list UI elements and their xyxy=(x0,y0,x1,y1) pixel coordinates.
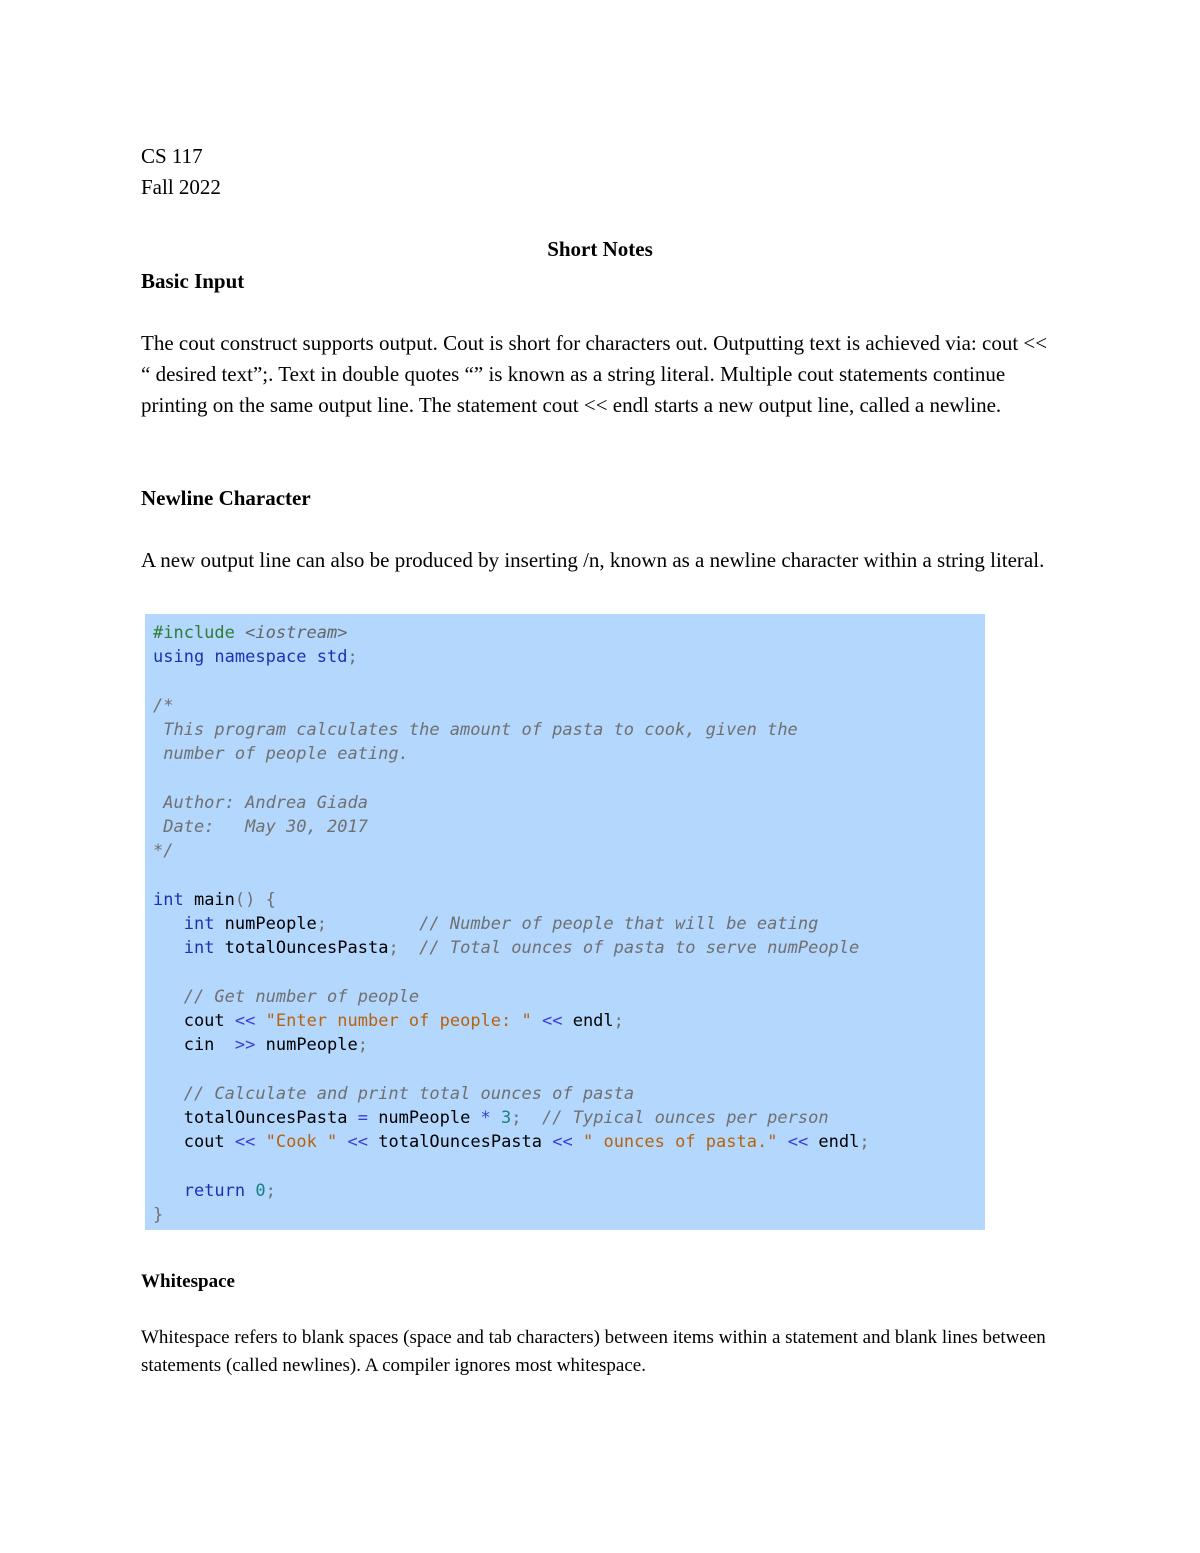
code-token: << xyxy=(234,1011,256,1031)
code-token: << xyxy=(234,1132,256,1153)
code-token: endl xyxy=(562,1011,614,1031)
term: Fall 2022 xyxy=(141,175,221,199)
code-token: int xyxy=(183,914,225,934)
code-token: return xyxy=(183,1180,256,1201)
code-token: Author: Andrea Giada xyxy=(153,792,368,813)
code-token: totalOuncesPasta xyxy=(153,1108,358,1128)
code-line xyxy=(153,1058,985,1082)
code-token: main xyxy=(193,889,235,910)
code-token: Date: May 30, 2017 xyxy=(153,817,368,837)
code-token: <iostream> xyxy=(245,623,348,643)
code-token: 3 xyxy=(501,1108,512,1128)
heading-basic-input: Basic Input xyxy=(141,269,245,293)
code-token: numPeople xyxy=(367,1108,481,1128)
code-token: ; xyxy=(265,1180,276,1201)
code-token xyxy=(153,987,184,1007)
code-token: endl xyxy=(808,1132,860,1153)
code-token xyxy=(337,1132,347,1152)
code-line xyxy=(153,1179,985,1203)
code-token: totalOuncesPasta xyxy=(224,938,389,959)
code-token: totalOuncesPasta xyxy=(368,1132,553,1153)
paragraph-whitespace: Whitespace refers to blank spaces (space and tab characters) between items within a statement and blank lines between statements (called newlines). A compiler ignores most whitespace. xyxy=(141,1327,1046,1376)
code-line xyxy=(153,1130,985,1154)
code-token xyxy=(777,1132,787,1152)
code-line xyxy=(153,815,985,839)
code-token: This program calculates the amount of pasta to cook, given the xyxy=(153,720,798,740)
code-token: numPeople xyxy=(224,914,317,934)
code-line xyxy=(153,961,985,985)
code-line xyxy=(153,985,985,1009)
code-line xyxy=(153,742,985,766)
code-token: // Total ounces of pasta to serve numPeople xyxy=(419,938,860,959)
code-line xyxy=(153,912,985,936)
code-line xyxy=(153,645,985,669)
code-token: << xyxy=(787,1132,809,1153)
code-line xyxy=(153,621,985,645)
code-token: ; xyxy=(859,1132,870,1153)
code-token: () { xyxy=(234,889,276,910)
code-token: ; xyxy=(511,1108,543,1128)
code-listing xyxy=(153,621,985,1227)
code-token: ; xyxy=(388,938,420,959)
code-line xyxy=(153,670,985,694)
code-line xyxy=(153,1155,985,1179)
code-line xyxy=(153,1009,985,1033)
code-token: ; xyxy=(613,1011,624,1031)
code-token xyxy=(153,914,184,934)
code-token: ; xyxy=(316,914,420,934)
code-token: numPeople xyxy=(255,1035,358,1056)
code-token xyxy=(153,1181,184,1201)
code-token: << xyxy=(347,1132,369,1153)
code-token: ; xyxy=(347,647,358,668)
code-token: ; xyxy=(357,1035,368,1056)
code-line xyxy=(153,1106,985,1130)
code-token xyxy=(491,1108,501,1128)
code-line xyxy=(153,1033,985,1057)
paragraph-newline-character: A new output line can also be produced by inserting /n, known as a newline character within a string literal. xyxy=(141,548,1045,572)
code-token xyxy=(255,1011,265,1031)
code-token xyxy=(153,1084,184,1104)
code-token: " ounces of pasta." xyxy=(582,1132,778,1153)
code-token: // Get number of people xyxy=(183,986,420,1007)
code-token: >> xyxy=(234,1035,256,1056)
code-token: int xyxy=(153,889,194,910)
course-code: CS 117 xyxy=(141,144,203,168)
code-token xyxy=(255,1132,265,1152)
code-token: "Cook " xyxy=(265,1132,338,1153)
heading-whitespace: Whitespace xyxy=(141,1271,235,1292)
code-line xyxy=(153,1082,985,1106)
code-token: } xyxy=(153,1205,164,1225)
code-token: /* xyxy=(153,695,174,716)
code-token xyxy=(573,1132,583,1152)
code-line xyxy=(153,1203,985,1227)
code-token: cin xyxy=(153,1035,235,1056)
code-token: using namespace xyxy=(153,647,317,668)
code-token: std xyxy=(316,647,348,668)
document-title: Short Notes xyxy=(547,237,653,261)
code-token: = xyxy=(357,1108,368,1128)
code-token: number of people eating. xyxy=(153,744,409,765)
code-token: cout xyxy=(153,1011,235,1031)
code-line xyxy=(153,694,985,718)
code-token: #include xyxy=(153,623,246,643)
code-line xyxy=(153,888,985,912)
code-token xyxy=(153,938,184,958)
code-token: << xyxy=(552,1132,573,1153)
code-token: // Calculate and print total ounces of pasta xyxy=(183,1083,635,1104)
code-token: cout xyxy=(153,1132,235,1153)
code-line xyxy=(153,767,985,791)
code-line xyxy=(153,791,985,815)
code-token: // Number of people that will be eating xyxy=(419,914,819,934)
code-token: * xyxy=(480,1108,491,1128)
code-token: */ xyxy=(153,841,174,862)
code-line xyxy=(153,864,985,888)
code-token: 0 xyxy=(255,1180,266,1201)
code-token xyxy=(532,1011,542,1031)
code-token: // Typical ounces per person xyxy=(542,1108,829,1128)
code-token: int xyxy=(183,938,225,959)
code-line xyxy=(153,936,985,960)
heading-newline-character: Newline Character xyxy=(141,486,311,510)
code-token: "Enter number of people: " xyxy=(265,1011,532,1031)
paragraph-basic-input: The cout construct supports output. Cout is short for characters out. Outputting text is achieved via: cout << “ desired text”;. Text in double quotes “” is known as a string literal. Multiple cout statements continue printing on the same output line. The statement cout << endl starts a new output line, called a newline. xyxy=(141,331,1048,417)
code-line xyxy=(153,718,985,742)
code-example-block xyxy=(145,614,985,1230)
code-line xyxy=(153,839,985,863)
code-token: << xyxy=(541,1011,563,1031)
